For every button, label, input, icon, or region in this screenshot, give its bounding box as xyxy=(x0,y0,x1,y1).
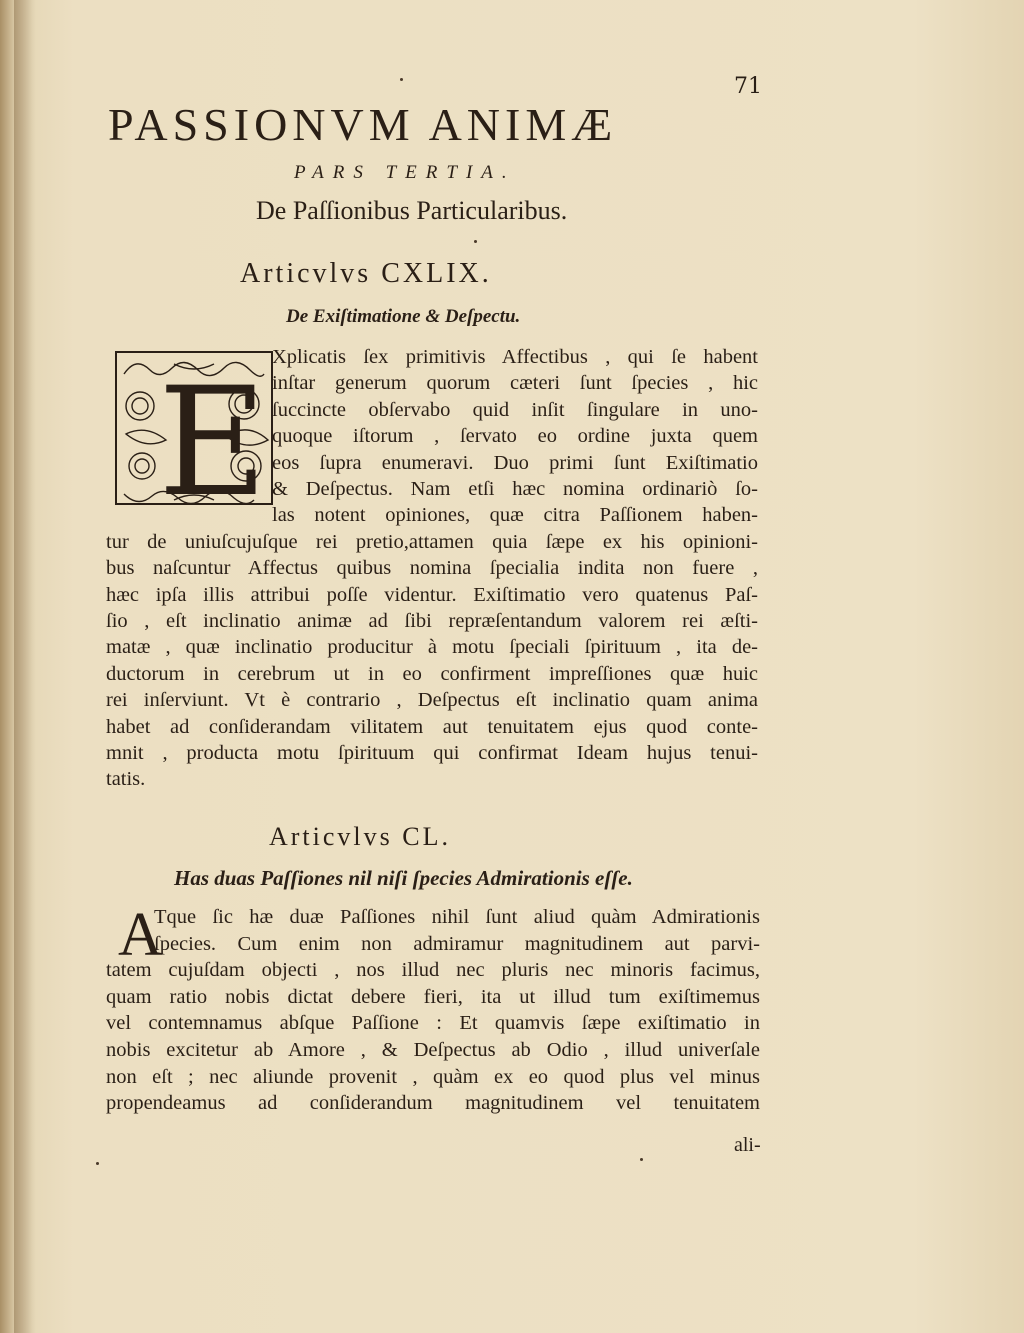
text-line: habet ad conſiderandam vilitatem aut tenuitatem ejus quod conte- xyxy=(106,715,758,738)
previous-page-edge xyxy=(0,0,14,1333)
text-line: quam ratio nobis dictat debere fieri, ita ut illud tum exiſtimemus xyxy=(106,985,760,1008)
text-line: nobis excitetur ab Amore , & Deſpectus ab Odio , illud univerſale xyxy=(106,1039,760,1061)
book-page xyxy=(14,0,1024,1333)
dropcap-a: A xyxy=(118,901,163,969)
paper-speck xyxy=(474,240,477,243)
text-line: ſio , eſt inclinatio animæ ad ſibi repræſentandum valorem rei æſti- xyxy=(106,610,758,632)
text-line: matæ , quæ inclinatio producitur à motu ſpeciali ſpirituum , ita de- xyxy=(106,636,758,659)
text-line: Tque ſic hæ duæ Paſſiones nihil ſunt aliud quàm Admirationis xyxy=(154,906,760,928)
text-line: quoque iſtorum , ſervato eo ordine juxta quem xyxy=(272,425,758,448)
page-number: 71 xyxy=(734,74,762,99)
text-line: ſuccincte obſervabo quid inſit ſingulare in uno- xyxy=(272,398,758,421)
text-line: & Deſpectus. Nam etſi hæc nomina ordinariò ſo- xyxy=(272,478,758,500)
paper-speck xyxy=(640,1158,643,1161)
section-title: De Paſſionibus Particularibus. xyxy=(256,196,568,225)
text-line: ſpecies. Cum enim non admiramur magnitudinem aut parvi- xyxy=(154,932,760,955)
article-heading-149: Articvlvs CXLIX. xyxy=(240,258,492,289)
text-line: tatem cujuſdam objecti , nos illud nec pluris nec minoris facimus, xyxy=(106,959,760,982)
text-line: inſtar generum quorum cæteri ſunt ſpecies , hic xyxy=(272,372,758,395)
text-line: non eſt ; nec aliunde provenit , quàm ex eo quod plus vel minus xyxy=(106,1065,760,1088)
text-line: rei inſerviunt. Vt è contrario , Deſpectus eſt inclinatio quam anima xyxy=(106,689,758,712)
text-line: tur de uniuſcujuſque rei pretio,attamen quia ſæpe ex his opinioni- xyxy=(106,530,758,553)
catchword: ali- xyxy=(734,1134,761,1156)
text-line: bus naſcuntur Affectus quibus nomina ſpecialia indita non fuere , xyxy=(106,557,758,580)
paper-speck xyxy=(96,1162,99,1165)
text-line: ductorum in cerebrum ut in eo confirment impreſſiones quæ huic xyxy=(106,662,758,685)
text-line: mnit , producta motu ſpirituum qui confirmat Ideam hujus tenui- xyxy=(106,742,758,764)
dropcap-letter: E xyxy=(158,356,268,518)
running-title: PASSIONVM ANIMÆ xyxy=(108,99,618,150)
text-line: hæc ipſa illis attribui poſſe videntur. Exiſtimatio vero quatenus Paſ- xyxy=(106,583,758,606)
gutter-shadow xyxy=(14,0,36,1333)
text-line: eos ſupra enumeravi. Duo primi ſunt Exiſtimatio xyxy=(272,451,758,474)
article-heading-150: Articvlvs CL. xyxy=(269,822,451,851)
text-line: las notent opiniones, quæ citra Paſſionem haben- xyxy=(272,504,758,527)
article-subtitle-149: De Exiſtimatione & Deſpectu. xyxy=(286,306,521,327)
article-subtitle-150: Has duas Paſſiones nil niſi ſpecies Admirationis eſſe. xyxy=(174,866,633,890)
text-line: vel contemnamus abſque Paſſione : Et quamvis ſæpe exiſtimatio in xyxy=(106,1012,760,1035)
paper-speck xyxy=(400,78,403,81)
woodcut-ornament-icon xyxy=(114,344,282,518)
text-line: propendeamus ad conſiderandum magnitudinem vel tenuitatem xyxy=(106,1092,760,1115)
text-line: Xplicatis ſex primitivis Affectibus , qui ſe habent xyxy=(272,346,758,368)
part-label: PARS TERTIA. xyxy=(294,162,516,183)
text-line: tatis. xyxy=(106,768,146,791)
decorated-initial-e xyxy=(114,344,282,518)
